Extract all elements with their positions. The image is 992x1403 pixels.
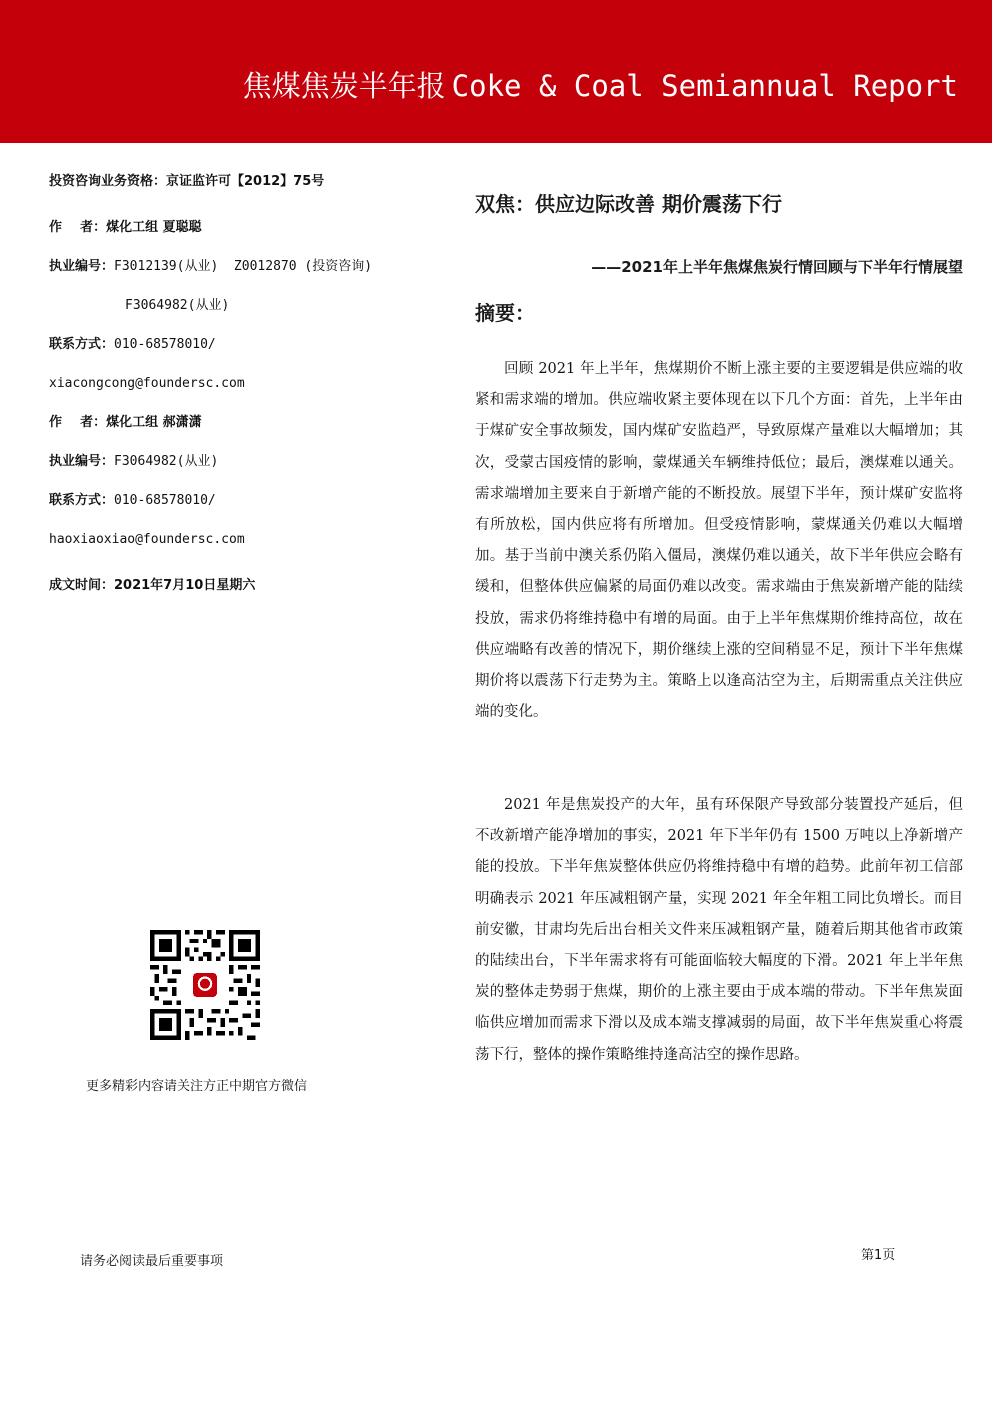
- author1-email: xiacongcong@foundersc.com: [49, 376, 245, 391]
- written-date-line: 成文时间：2021年7月10日星期六: [49, 578, 256, 593]
- author1-license2-line: F3064982(从业): [125, 298, 230, 313]
- qr-code-icon: [150, 930, 260, 1040]
- author1-line: 作 者：煤化工组 夏聪聪: [49, 220, 202, 235]
- contact-label: 联系方式：: [49, 337, 115, 352]
- license-label: 执业编号：: [49, 454, 115, 469]
- author2-contact-line: [49, 491, 216, 511]
- document-subtitle: ——2021年上半年焦煤焦炭行情回顾与下半年行情展望: [591, 258, 963, 276]
- abstract-paragraph-2: 2021 年是焦炭投产的大年，虽有环保限产导致部分装置投产延后，但不改新增产能净增加的事实，2021 年下半年仍有 1500 万吨以上净新增产能的投放。下半年焦炭整体供应仍将维持稳中有增的趋势。此前年初工信部明确表示 2021 年压减粗钢产量，实现 2021 年全年粗工同比负增长。而目前安徽，甘肃均先后出台相关文件来压减粗钢产量，随着后期其他省市政策的陆续出台，下半年需求将有可能面临较大幅度的下滑。2021 年上半年焦炭的整体走势弱于焦煤，期价的上涨主要由于成本端的带动。下半年焦炭面临供应增加而需求下滑以及成本端支撑减弱的局面，故下半年焦炭重心将震荡下行，整体的操作策略维持逢高沽空的操作思路。: [475, 797, 963, 1063]
- contact-phone: 010-68578010/: [114, 337, 216, 352]
- license-value: F3064982(从业): [114, 454, 219, 469]
- author2-license-line: [49, 452, 218, 472]
- license-value: F3012139(从业) Z0012870 (投资咨询): [114, 259, 373, 274]
- page-number: 第1页: [861, 1248, 896, 1263]
- report-title: [243, 66, 958, 106]
- license-label: 执业编号：: [49, 259, 115, 274]
- document-title: 双焦：供应边际改善 期价震荡下行: [475, 192, 782, 216]
- author1-contact-line: [49, 335, 216, 355]
- abstract-paragraph-1: 回顾 2021 年上半年，焦煤期价不断上涨主要的主要逻辑是供应端的收紧和需求端的增加。供应端收紧主要体现在以下几个方面：首先，上半年由于煤矿安全事故频发，国内煤矿安监趋严，导致原煤产量难以大幅增加；其次，受蒙古国疫情的影响，蒙煤通关车辆维持低位；最后，澳煤难以通关。需求端增加主要来自于新增产能的不断投放。展望下半年，预计煤矿安监将有所放松，国内供应将有所增加。但受疫情影响，蒙煤通关仍难以大幅增加。基于当前中澳关系仍陷入僵局，澳煤仍难以通关，故下半年供应会略有缓和，但整体供应偏紧的局面仍难以改变。需求端由于焦炭新增产能的陆续投放，需求仍将维持稳中有增的局面。由于上半年焦煤期价维持高位，故在供应端略有改善的情况下，期价继续上涨的空间稍显不足，预计下半年焦煤期价将以震荡下行走势为主。策略上以逢高沽空为主，后期需重点关注供应端的变化。: [475, 361, 963, 721]
- footer-disclaimer-note: 请务必阅读最后重要事项: [80, 1254, 224, 1269]
- abstract-heading: 摘要：: [475, 301, 535, 325]
- author1-license-line: [49, 257, 372, 277]
- report-title-cn: 焦煤焦炭半年报: [242, 69, 446, 103]
- report-header-banner: [0, 0, 992, 143]
- qualification-line: 投资咨询业务资格：京证监许可【2012】75号: [49, 174, 325, 189]
- report-title-en: Coke & Coal Semiannual Report: [451, 69, 958, 103]
- author2-email: haoxiaoxiao@foundersc.com: [49, 532, 245, 547]
- author2-line: 作 者：煤化工组 郝潇潇: [49, 415, 202, 430]
- qr-caption: 更多精彩内容请关注方正中期官方微信: [86, 1079, 308, 1094]
- contact-phone: 010-68578010/: [114, 493, 216, 508]
- contact-label: 联系方式：: [49, 493, 115, 508]
